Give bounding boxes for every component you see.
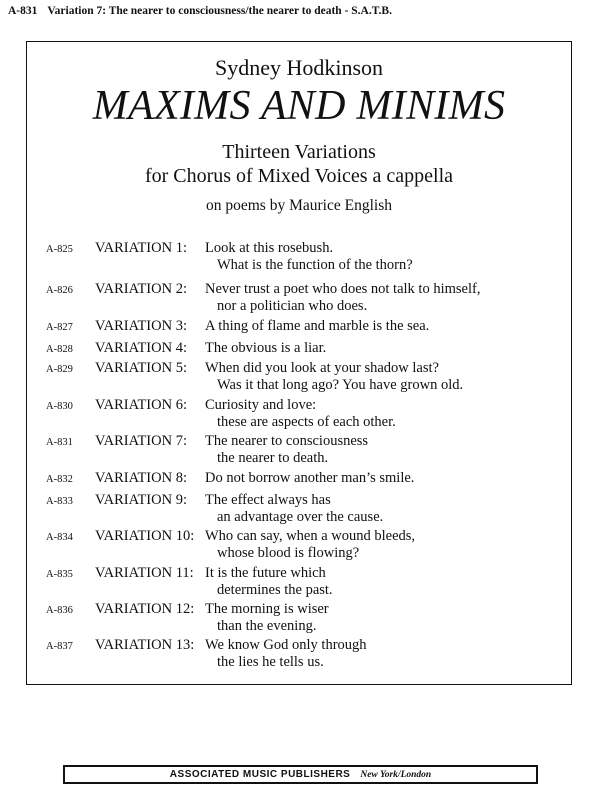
variation-label: VARIATION 2: — [95, 281, 187, 297]
variation-line-1: Do not borrow another man’s smile. — [205, 470, 415, 486]
variation-line-2: What is the function of the thorn? — [217, 256, 413, 273]
variation-line-1: The morning is wiser — [205, 601, 329, 617]
variation-label: VARIATION 9: — [95, 492, 187, 508]
variation-code: A-828 — [46, 344, 73, 355]
variation-text — [205, 360, 565, 393]
variation-line-1: When did you look at your shadow last? — [205, 360, 439, 376]
variation-label: VARIATION 11: — [95, 565, 194, 581]
variation-code: A-832 — [46, 474, 73, 485]
variation-code: A-837 — [46, 641, 73, 652]
variation-text — [205, 601, 565, 634]
variation-line-1: It is the future which — [205, 565, 326, 581]
variation-item — [27, 397, 571, 437]
variation-text — [205, 470, 565, 487]
variation-code: A-834 — [46, 532, 73, 543]
variation-text — [205, 240, 565, 273]
variation-line-2: whose blood is flowing? — [217, 544, 360, 561]
variation-item — [27, 433, 571, 473]
variation-text — [205, 565, 565, 598]
variation-line-2: determines the past. — [217, 581, 333, 598]
variation-item — [27, 281, 571, 321]
variation-label: VARIATION 7: — [95, 433, 187, 449]
variation-line-2: Was it that long ago? You have grown old. — [217, 376, 464, 393]
variation-item — [27, 492, 571, 532]
variation-text — [205, 637, 565, 670]
variation-text — [205, 281, 565, 314]
variation-line-1: Never trust a poet who does not talk to himself, — [205, 281, 481, 297]
page-header — [8, 5, 592, 17]
variation-text — [205, 397, 565, 430]
variation-line-1: The obvious is a liar. — [205, 340, 327, 356]
variation-code: A-836 — [46, 605, 73, 616]
variation-line-2: the nearer to death. — [217, 449, 329, 466]
variation-label: VARIATION 5: — [95, 360, 187, 376]
variation-label: VARIATION 13: — [95, 637, 195, 653]
variation-line-1: Curiosity and love: — [205, 397, 317, 413]
subtitle-line-1: Thirteen Variations — [222, 141, 376, 163]
variation-text — [205, 433, 565, 466]
variation-label: VARIATION 4: — [95, 340, 187, 356]
variation-item — [27, 565, 571, 605]
variation-code: A-830 — [46, 401, 73, 412]
variation-item — [27, 637, 571, 677]
variation-line-1: Look at this rosebush. — [205, 240, 334, 256]
header-catalog-code: A-831 — [8, 5, 38, 17]
variation-line-1: The nearer to consciousness — [205, 433, 369, 449]
variation-code: A-826 — [46, 285, 73, 296]
variation-code: A-829 — [46, 364, 73, 375]
publisher-name: ASSOCIATED MUSIC PUBLISHERS — [169, 769, 351, 780]
variation-text — [205, 318, 565, 335]
work-title: MAXIMS AND MINIMS — [92, 83, 506, 129]
variation-line-1: A thing of flame and marble is the sea. — [205, 318, 430, 334]
variation-line-2: these are aspects of each other. — [217, 413, 396, 430]
variation-line-2: than the evening. — [217, 617, 317, 634]
variation-line-1: Who can say, when a wound bleeds, — [205, 528, 416, 544]
variation-label: VARIATION 1: — [95, 240, 187, 256]
variation-line-2: an advantage over the cause. — [217, 508, 384, 525]
variation-label: VARIATION 10: — [95, 528, 195, 544]
variation-label: VARIATION 3: — [95, 318, 187, 334]
variation-item — [27, 601, 571, 641]
variation-code: A-827 — [46, 322, 73, 333]
variation-item — [27, 360, 571, 400]
subtitle-line-2: for Chorus of Mixed Voices a cappella — [144, 165, 454, 187]
variation-code: A-833 — [46, 496, 73, 507]
variation-text — [205, 340, 565, 357]
variation-text — [205, 528, 565, 561]
variation-code: A-835 — [46, 569, 73, 580]
publisher-location: New York/London — [360, 769, 432, 780]
work-subtitle — [27, 140, 571, 188]
variation-line-1: We know God only through — [205, 637, 367, 653]
variation-item — [27, 240, 571, 280]
publisher-banner — [63, 765, 538, 784]
composer-name: Sydney Hodkinson — [214, 55, 384, 80]
variation-text — [205, 492, 565, 525]
poet-credit: on poems by Maurice English — [206, 197, 392, 214]
variation-label: VARIATION 12: — [95, 601, 195, 617]
title-page-frame — [26, 41, 572, 685]
variation-line-1: The effect always has — [205, 492, 331, 508]
variation-line-2: the lies he tells us. — [217, 653, 324, 670]
variation-label: VARIATION 6: — [95, 397, 187, 413]
header-text: Variation 7: The nearer to consciousness/the nearer to death - S.A.T.B. — [47, 5, 392, 17]
variation-item — [27, 528, 571, 568]
variation-line-2: nor a politician who does. — [217, 297, 368, 314]
variation-code: A-831 — [46, 437, 73, 448]
variation-label: VARIATION 8: — [95, 470, 187, 486]
variation-code: A-825 — [46, 244, 73, 255]
